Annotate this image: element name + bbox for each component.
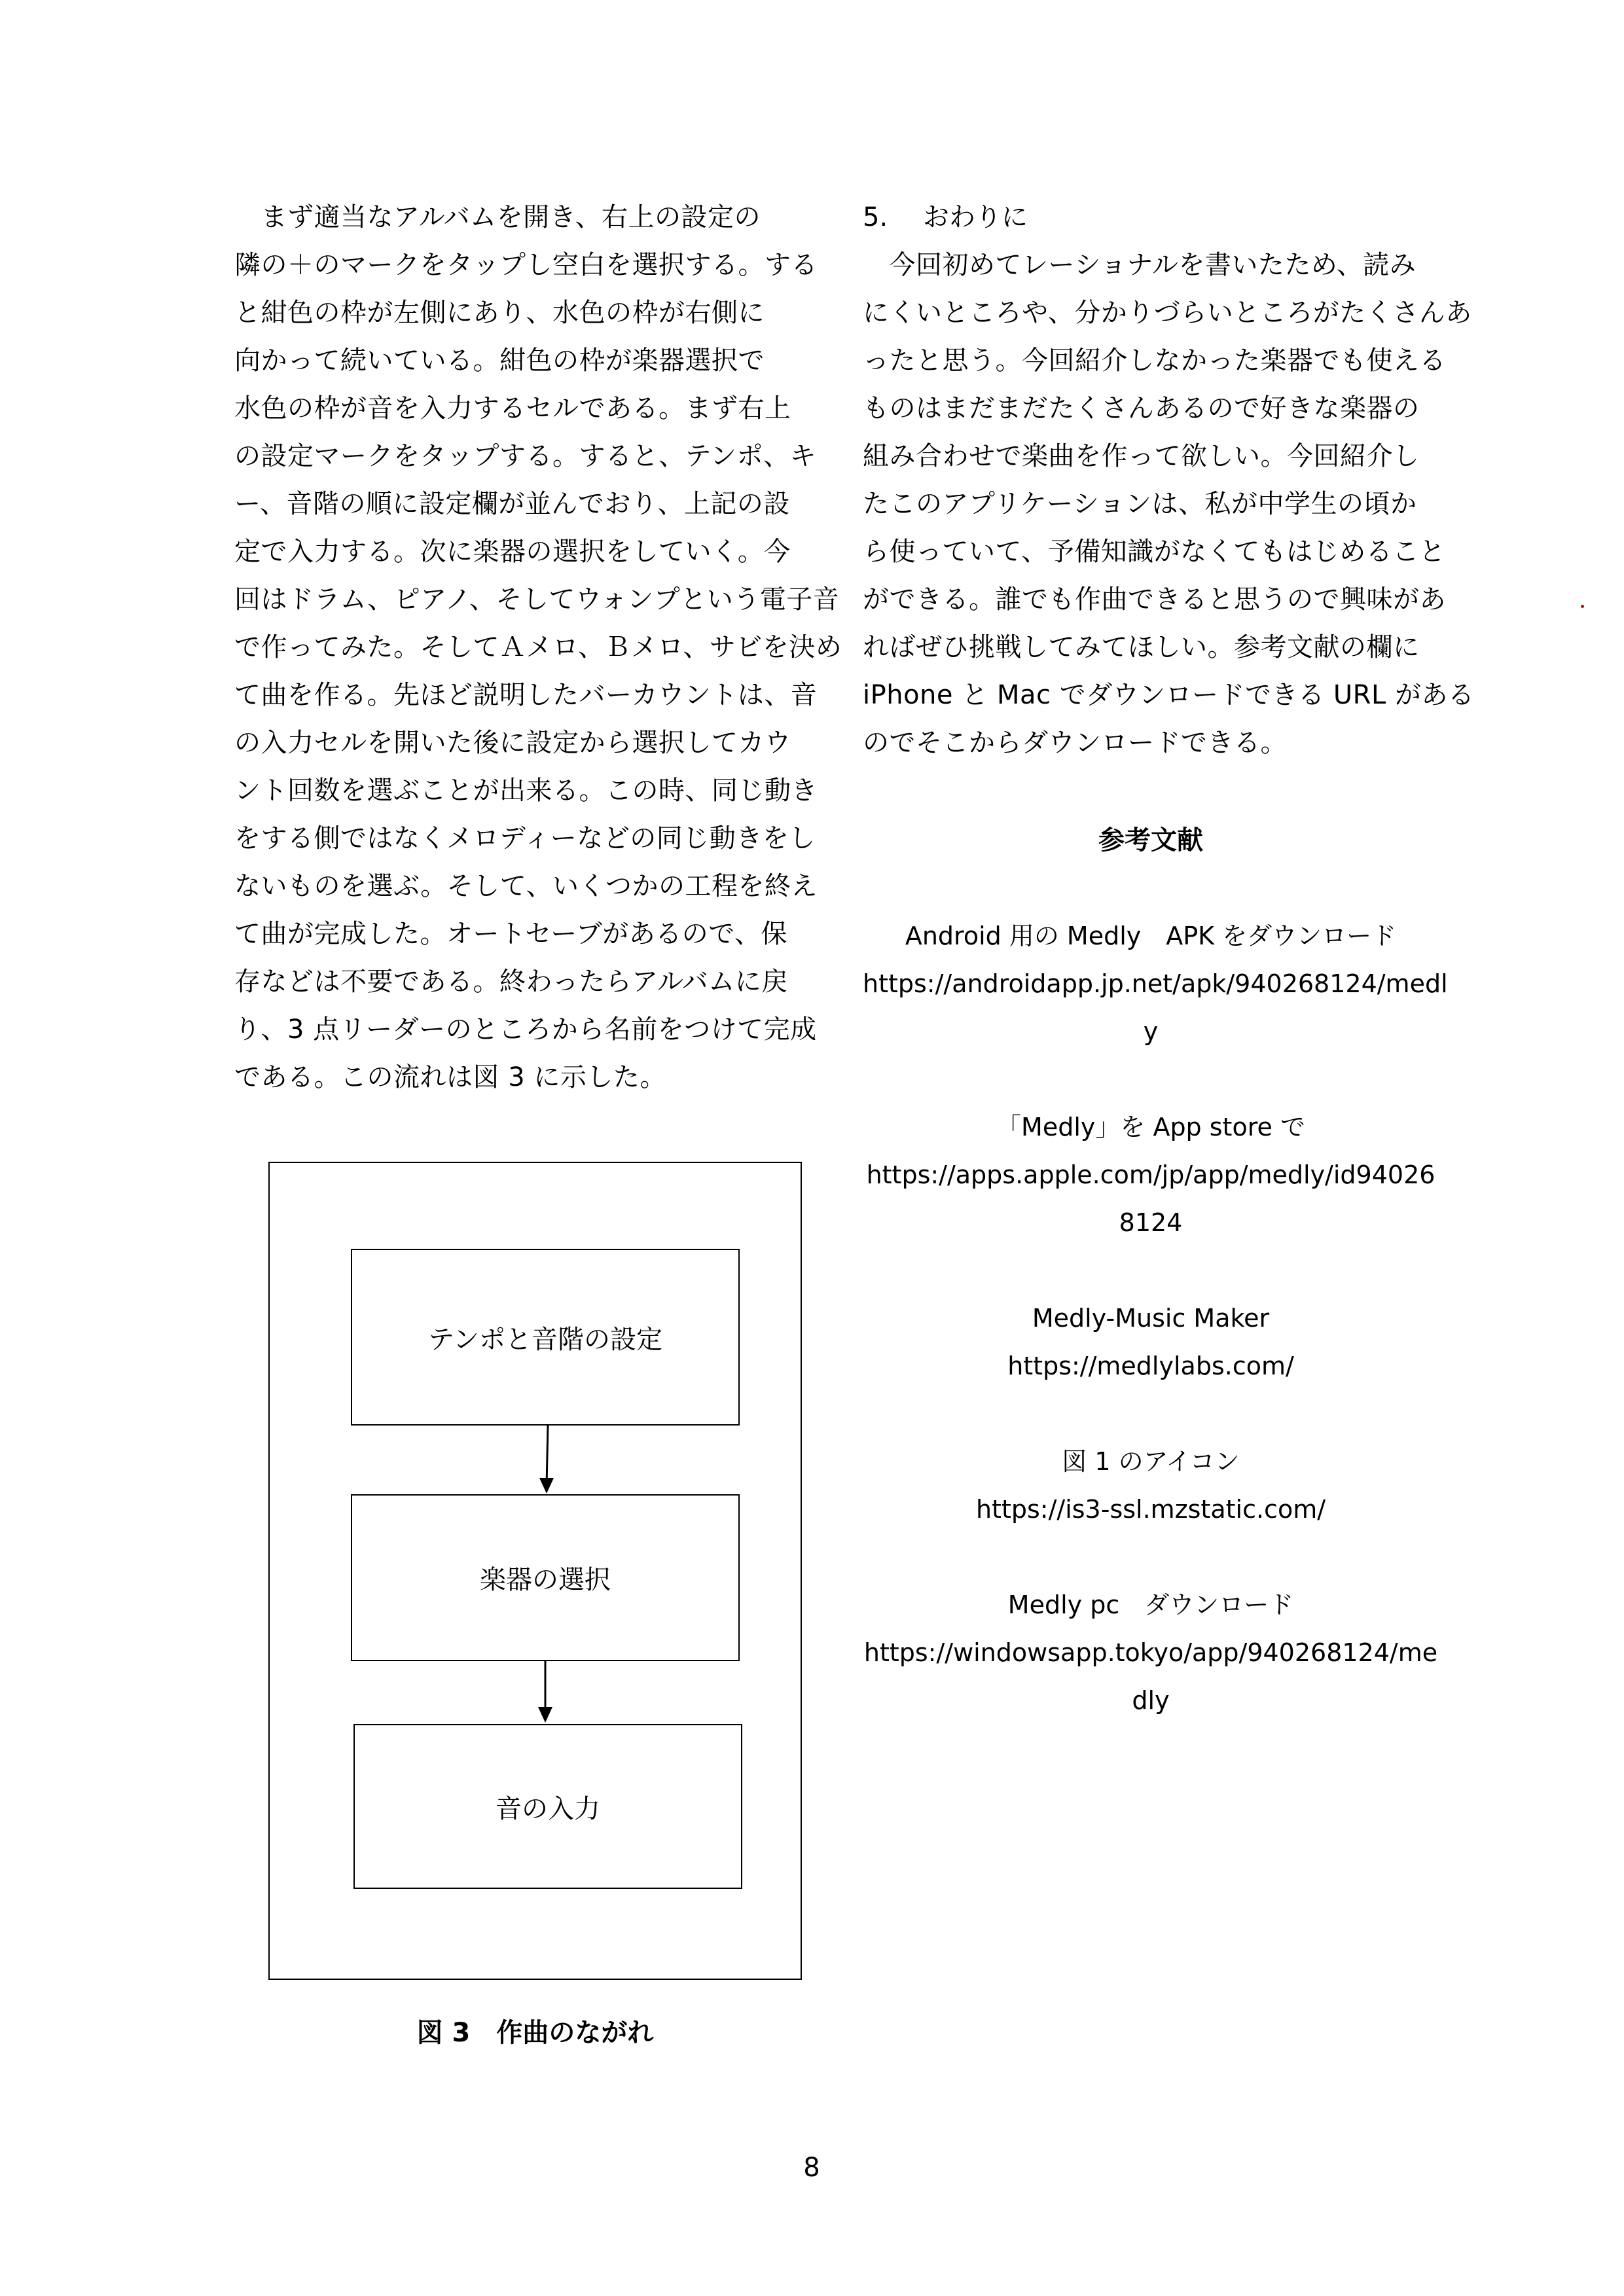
reference-url[interactable]: 8124 [1119,1208,1183,1237]
body-line: ら使っていて、予備知識がなくてもはじめること [863,537,1446,567]
body-line: の入力セルを開いた後に設定から選択してカウ [234,728,791,758]
body-line: にくいところや、分かりづらいところがたくさんあ [863,298,1472,328]
body-line: のでそこからダウンロードできる。 [863,728,1287,758]
reference-url[interactable]: https://windowsapp.tokyo/app/940268124/me [863,1638,1438,1667]
body-line: 回はドラム、ピアノ、そしてウォンプという電子音 [234,584,840,615]
body-line: で作ってみた。そしてＡメロ、Ｂメロ、サビを決め [234,632,842,662]
reference-url[interactable]: https://medlylabs.com/ [1007,1352,1294,1380]
body-line: 存などは不要である。終わったらアルバムに戻 [234,967,788,997]
reference-title: Android 用の Medly APK をダウンロード [905,922,1397,950]
reference-url[interactable]: https://androidapp.jp.net/apk/940268124/medl [863,969,1448,998]
body-line: 組み合わせで楽曲を作って欲しい。今回紹介し [863,441,1420,471]
page-number: 8 [803,2153,820,2183]
reference-url[interactable]: y [1143,1017,1159,1046]
flow-step-tempo-scale: テンポと音階の設定 [351,1249,740,1426]
body-line: 今回初めてレーショナルを書いたため、読み [863,250,1416,280]
figure-caption: 図 3 作曲のながれ [416,2018,654,2048]
body-line: ー、音階の順に設定欄が並んでおり、上記の設 [234,489,790,519]
reference-title: Medly-Music Maker [1032,1304,1270,1333]
body-line: ればぜひ挑戦してみてほしい。参考文献の欄に [863,632,1420,662]
stray-mark [1581,605,1584,608]
body-line: 水色の枠が音を入力するセルである。まず右上 [234,393,791,423]
references-title: 参考文献 [1098,825,1203,855]
body-line: ないものを選ぶ。そして、いくつかの工程を終え [234,871,818,901]
body-line: 定で入力する。次に楽器の選択をしていく。今 [234,537,791,567]
body-line: て曲が完成した。オートセーブがあるので、保 [234,919,787,949]
reference-title: 図 1 のアイコン [1062,1447,1240,1476]
body-line: て曲を作る。先ほど説明したバーカウントは、音 [234,680,818,710]
flow-step-instrument: 楽器の選択 [351,1494,740,1661]
body-line: ができる。誰でも作曲できると思うので興味があ [863,584,1446,615]
body-line: ったと思う。今回紹介しなかった楽器でも使える [863,346,1446,376]
body-line: ント回数を選ぶことが出来る。この時、同じ動き [234,776,818,806]
body-line: 隣の＋のマークをタップし空白を選択する。する [234,250,818,280]
flow-step-note-input: 音の入力 [353,1724,742,1889]
reference-title: Medly pc ダウンロード [1007,1590,1294,1619]
body-line: iPhone と Mac でダウンロードできる URL がある [863,680,1475,710]
body-line: ものはまだまだたくさんあるので好きな楽器の [863,393,1420,423]
body-line: 向かって続いている。紺色の枠が楽器選択で [234,346,765,376]
body-line: まず適当なアルバムを開き、右上の設定の [234,202,761,232]
flow-arrowhead-1 [539,1478,554,1494]
reference-url[interactable]: https://is3-ssl.mzstatic.com/ [975,1495,1326,1524]
section-title: おわりに [923,202,1028,232]
body-line: である。この流れは図 3 に示した。 [234,1062,666,1092]
body-line: り、3 点リーダーのところから名前をつけて完成 [234,1014,817,1045]
reference-title: 「Medly」を App store で [996,1113,1305,1141]
section-number: 5. [863,202,888,232]
flow-arrowhead-2 [538,1707,552,1723]
body-line: と紺色の枠が左側にあり、水色の枠が右側に [234,298,765,328]
body-line: をする側ではなくメロディーなどの同じ動きをし [234,823,816,853]
reference-url[interactable]: dly [1132,1686,1170,1715]
body-line: の設定マークをタップする。すると、テンポ、キ [234,441,816,471]
body-line: たこのアプリケーションは、私が中学生の頃か [863,489,1417,519]
flow-arrow-1 [547,1426,548,1486]
reference-url[interactable]: https://apps.apple.com/jp/app/medly/id94026 [866,1160,1435,1189]
